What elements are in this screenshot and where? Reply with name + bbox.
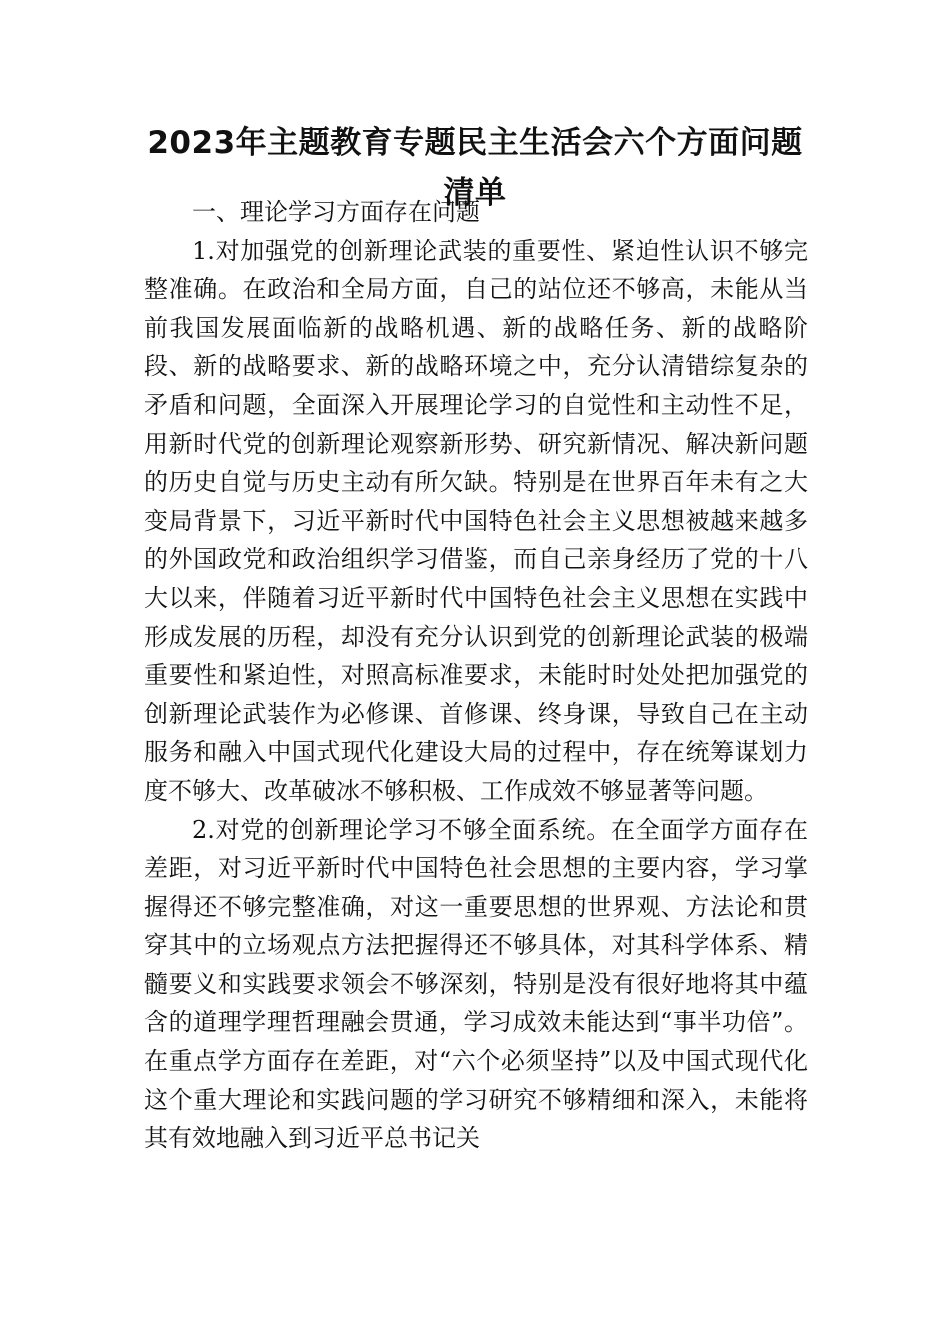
document-body xyxy=(144,193,808,1158)
section-heading: 一、理论学习方面存在问题 xyxy=(192,198,480,226)
document-title: 2023年主题教育专题民主生活会六个方面问题清单 xyxy=(147,125,803,211)
paragraph-1: 1.对加强党的创新理论武装的重要性、紧迫性认识不够完整准确。在政治和全局方面，自己的站位还不够高，未能从当前我国发展面临新的战略机遇、新的战略任务、新的战略阶段、新的战略要求、新的战略环境之中，充分认清错综复杂的矛盾和问题，全面深入开展理论学习的自觉性和主动性不足，用新时代党的创新理论观察新形势、研究新情况、解决新问题的历史自觉与历史主动有所欠缺。特别是在世界百年未有之大变局背景下，习近平新时代中国特色社会主义思想被越来越多的外国政党和政治组织学习借鉴，而自己亲身经历了党的十八大以来，伴随着习近平新时代中国特色社会主义思想在实践中形成发展的历程，却没有充分认识到党的创新理论武装的极端重要性和紧迫性，对照高标准要求，未能时时处处把加强党的创新理论武装作为必修课、首修课、终身课，导致自己在主动服务和融入中国式现代化建设大局的过程中，存在统筹谋划力度不够大、改革破冰不够积极、工作成效不够显著等问题。 xyxy=(144,236,808,805)
paragraph-2: 2.对党的创新理论学习不够全面系统。在全面学方面存在差距，对习近平新时代中国特色社会思想的主要内容，学习掌握得还不够完整准确，对这一重要思想的世界观、方法论和贯穿其中的立场观点方法把握得还不够具体，对其科学体系、精髓要义和实践要求领会不够深刻，特别是没有很好地将其中蕴含的道理学理哲理融会贯通，学习成效未能达到“事半功倍”。在重点学方面存在差距，对“六个必须坚持”以及中国式现代化这个重大理论和实践问题的学习研究不够精细和深入，未能将其有效地融入到习近平总书记关 xyxy=(144,815,808,1153)
